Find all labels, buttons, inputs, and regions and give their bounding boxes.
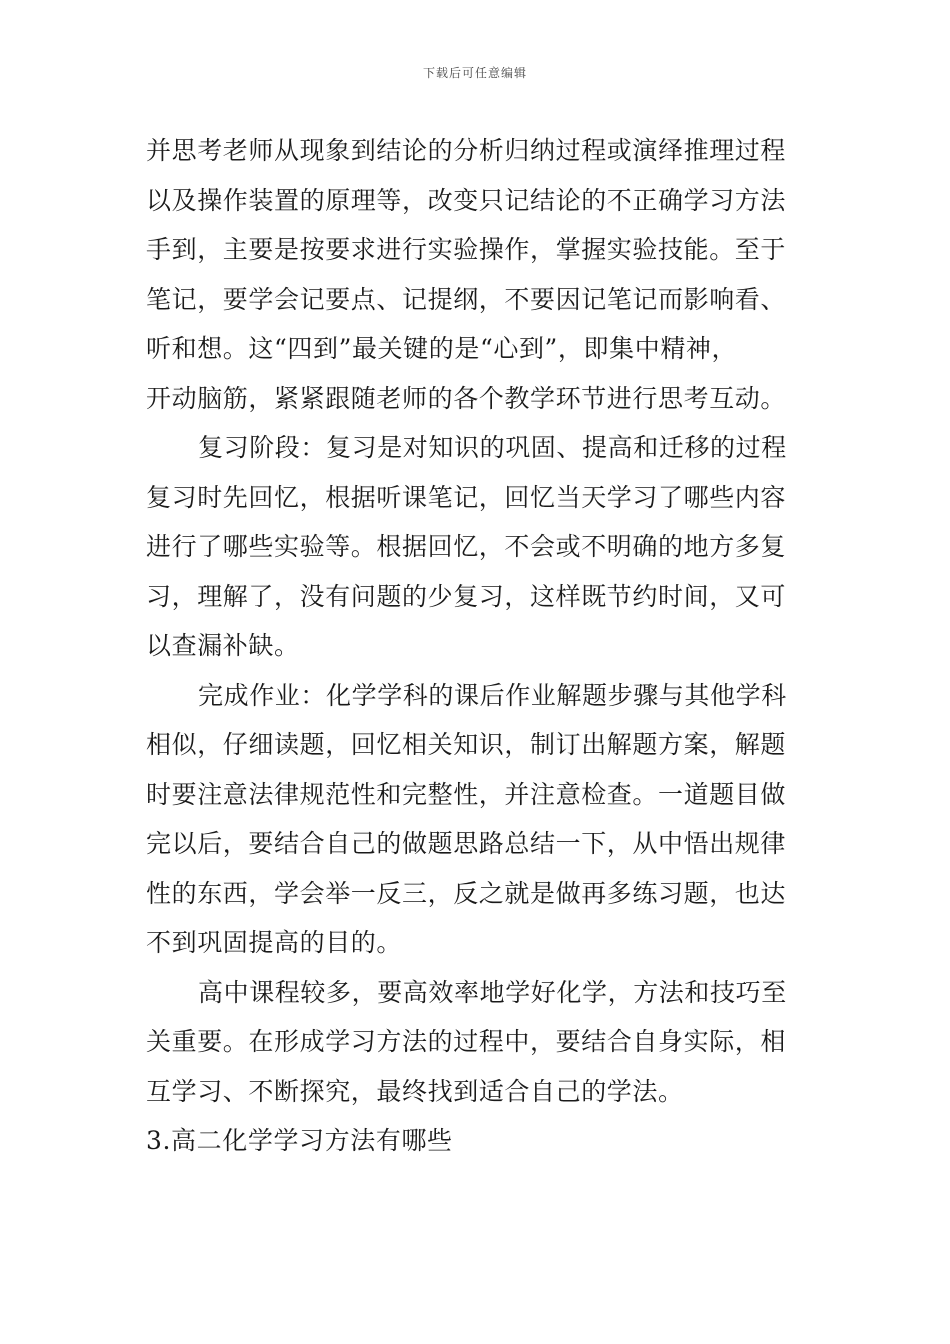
paragraph-start-line: 完成作业：化学学科的课后作业解题步骤与其他学科 bbox=[198, 680, 787, 710]
text-line: 以查漏补缺。 bbox=[146, 631, 300, 660]
text-line: 并思考老师从现象到结论的分析归纳过程或演绎推理过程 bbox=[146, 136, 787, 165]
paragraph-start-line: 高中课程较多，要高效率地学好化学，方法和技巧至 bbox=[198, 977, 787, 1007]
text-line: 复习时先回忆，根据听课笔记，回忆当天学习了哪些内容 bbox=[146, 482, 787, 512]
text-line: 相似，仔细读题，回忆相关知识，制订出解题方案，解题 bbox=[146, 730, 787, 759]
text-line: 笔记，要学会记要点、记提纲，不要因记笔记而影响看、 bbox=[146, 284, 787, 314]
text-line: 关重要。在形成学习方法的过程中，要结合自身实际，相 bbox=[146, 1027, 787, 1056]
text-line: 互学习、不断探究，最终找到适合自己的学法。 bbox=[146, 1076, 684, 1106]
text-line: 手到，主要是按要求进行实验操作，掌握实验技能。至于 bbox=[146, 235, 787, 264]
text-line: 听和想。这“四到”最关键的是“心到”，即集中精神， bbox=[146, 334, 738, 363]
section-heading: 3.高二化学学习方法有哪些 bbox=[146, 1126, 453, 1155]
text-line: 时要注意法律规范性和完整性，并注意检查。一道题目做 bbox=[146, 779, 787, 809]
text-line: 习，理解了，没有问题的少复习，这样既节约时间，又可 bbox=[146, 581, 787, 611]
text-line: 开动脑筋，紧紧跟随老师的各个教学环节进行思考互动。 bbox=[146, 383, 787, 413]
text-line: 性的东西，学会举一反三，反之就是做再多练习题，也达 bbox=[146, 878, 787, 908]
text-line: 完以后，要结合自己的做题思路总结一下，从中悟出规律 bbox=[146, 829, 787, 858]
text-line: 不到巩固提高的目的。 bbox=[146, 928, 403, 957]
paragraph-start-line: 复习阶段：复习是对知识的巩固、提高和迁移的过程 bbox=[198, 433, 787, 462]
text-line: 以及操作装置的原理等，改变只记结论的不正确学习方法 bbox=[146, 185, 787, 215]
body-text bbox=[146, 126, 810, 1166]
text-line: 进行了哪些实验等。根据回忆，不会或不明确的地方多复 bbox=[146, 532, 787, 561]
header-note: 下载后可任意编辑 bbox=[422, 66, 527, 80]
